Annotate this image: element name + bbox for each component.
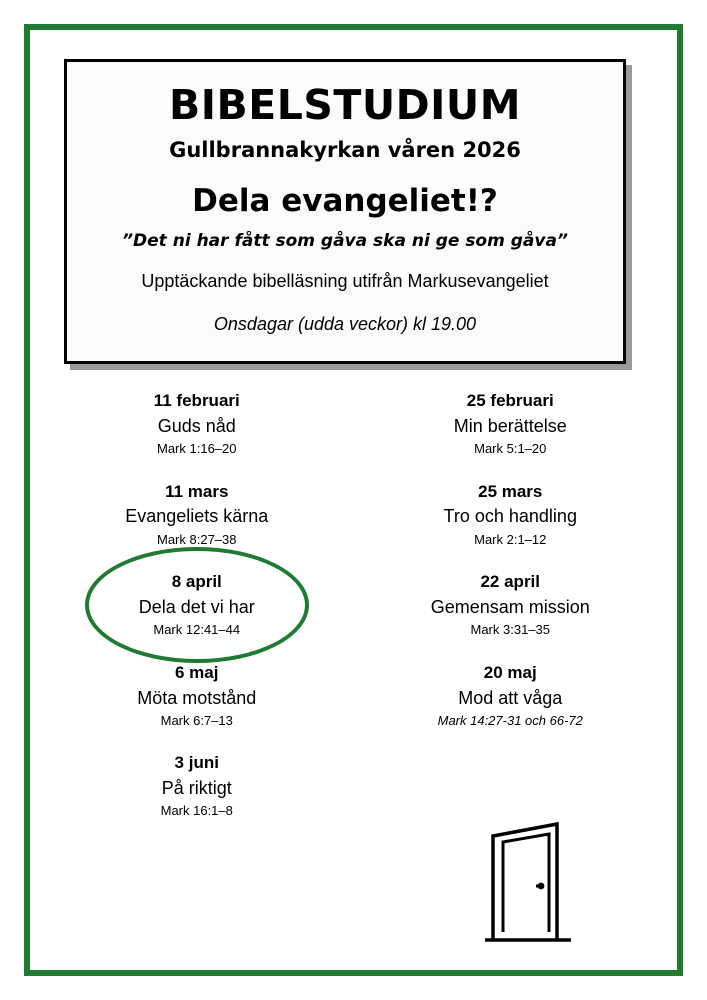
session-topic: Guds nåd	[157, 415, 236, 436]
header-box	[64, 59, 626, 364]
session-date: 11 mars	[165, 481, 229, 501]
schedule-row	[40, 390, 667, 459]
session-date: 20 maj	[483, 662, 537, 682]
schedule-row	[40, 752, 667, 821]
session-date: 25 mars	[478, 481, 543, 501]
session-date: 22 april	[480, 572, 541, 592]
schedule-row	[40, 571, 667, 640]
session-date: 6 maj	[175, 662, 219, 682]
session-reference: Mark 1:16–20	[157, 441, 237, 457]
session-date: 8 april	[171, 572, 222, 592]
open-door-icon	[481, 822, 581, 942]
list-item	[354, 571, 668, 640]
header-subtitle: Gullbrannakyrkan våren 2026	[169, 138, 521, 163]
header-quote: ”Det ni har fått som gåva ska ni ge som gåva”	[122, 231, 568, 252]
session-reference: Mark 16:1–8	[160, 803, 233, 819]
session-reference: Mark 14:27-31 och 66-72	[437, 712, 583, 728]
list-item	[40, 662, 354, 731]
header-theme: Dela evangeliet!?	[192, 183, 498, 220]
session-date: 3 juni	[174, 753, 219, 773]
list-item	[354, 481, 668, 550]
schedule-row	[40, 481, 667, 550]
schedule-list	[40, 390, 667, 843]
session-topic: Mod att våga	[458, 687, 563, 708]
session-reference: Mark 6:7–13	[160, 712, 233, 728]
list-item-highlighted	[40, 571, 354, 640]
session-reference: Mark 3:31–35	[470, 622, 550, 638]
list-item	[354, 390, 668, 459]
session-date: 25 februari	[466, 391, 554, 410]
header-description: Upptäckande bibelläsning utifrån Markusevangeliet	[141, 271, 549, 292]
session-topic: Dela det vi har	[138, 597, 255, 617]
header-time: Onsdagar (udda veckor) kl 19.00	[213, 314, 477, 335]
session-topic: Evangeliets kärna	[125, 506, 269, 527]
session-reference: Mark 5:1–20	[474, 441, 547, 457]
session-topic: Möta motstånd	[137, 687, 257, 708]
session-reference: Mark 12:41–44	[153, 622, 241, 638]
list-item	[354, 662, 668, 731]
session-reference: Mark 8:27–38	[157, 531, 237, 547]
session-topic: På riktigt	[161, 778, 232, 799]
poster-content	[40, 40, 667, 960]
session-topic: Tro och handling	[443, 506, 577, 527]
list-item	[40, 752, 354, 821]
schedule-row	[40, 662, 667, 731]
page-title: BIBELSTUDIUM	[168, 81, 522, 129]
list-item	[40, 481, 354, 550]
session-date: 11 februari	[153, 391, 240, 410]
session-topic: Gemensam mission	[430, 597, 590, 617]
list-item	[40, 390, 354, 459]
session-topic: Min berättelse	[453, 415, 567, 436]
session-reference: Mark 2:1–12	[474, 531, 547, 547]
